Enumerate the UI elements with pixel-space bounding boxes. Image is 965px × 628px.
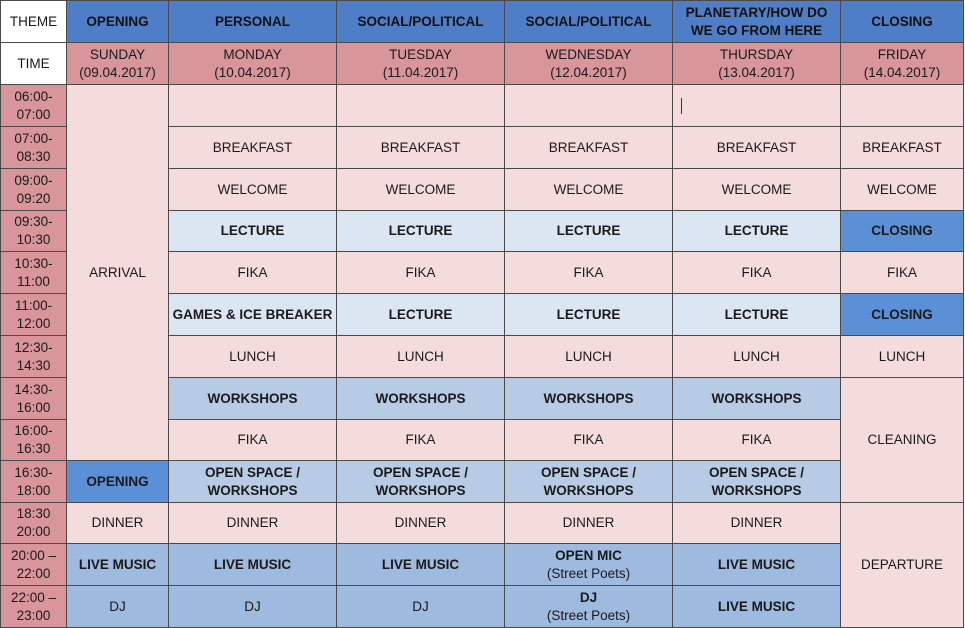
live-music-cell: LIVE MUSIC [337,544,505,586]
lecture-cell: LECTURE [505,211,673,252]
closing-cell: CLOSING [841,211,964,252]
empty-cell [505,85,673,127]
lecture-cell: LECTURE [673,211,841,252]
time-slot: 11:00- 12:00 [1,294,67,336]
open-space-cell: OPEN SPACE / WORKSHOPS [673,461,841,503]
opening-cell: OPENING [67,461,169,503]
breakfast-cell: BREAKFAST [505,127,673,169]
lecture-cell: LECTURE [337,294,505,336]
fika-cell: FIKA [169,252,337,294]
breakfast-cell: BREAKFAST [673,127,841,169]
time-slot: 12:30- 14:30 [1,336,67,378]
date-row [1,43,964,85]
fika-cell: FIKA [337,252,505,294]
theme-label: THEME [1,1,67,43]
lecture-cell: LECTURE [673,294,841,336]
time-slot: 16:00- 16:30 [1,420,67,461]
time-slot: 16:30- 18:00 [1,461,67,503]
theme-tuesday: SOCIAL/POLITICAL [337,1,505,43]
theme-friday: CLOSING [841,1,964,43]
workshops-cell: WORKSHOPS [337,378,505,420]
arrival-cell: ARRIVAL [67,85,169,461]
fika-cell: FIKA [337,420,505,461]
workshops-cell: WORKSHOPS [169,378,337,420]
workshops-cell: WORKSHOPS [673,378,841,420]
open-space-cell: OPEN SPACE / WORKSHOPS [169,461,337,503]
dj-street-poets-cell: DJ (Street Poets) [505,586,673,628]
time-slot: 07:00- 08:30 [1,127,67,169]
table-row [1,503,964,544]
empty-cell [841,85,964,127]
time-slot: 20:00 – 22:00 [1,544,67,586]
fika-cell: FIKA [841,252,964,294]
theme-sunday: OPENING [67,1,169,43]
date-thursday: THURSDAY (13.04.2017) [673,43,841,85]
time-label: TIME [1,43,67,85]
dinner-cell: DINNER [673,503,841,544]
time-slot: 10:30- 11:00 [1,252,67,294]
dinner-cell: DINNER [337,503,505,544]
date-friday: FRIDAY (14.04.2017) [841,43,964,85]
empty-cell [169,85,337,127]
cleaning-cell: CLEANING [841,378,964,503]
welcome-cell: WELCOME [169,169,337,211]
lunch-cell: LUNCH [841,336,964,378]
table-row [1,586,964,628]
fika-cell: FIKA [505,420,673,461]
welcome-cell: WELCOME [505,169,673,211]
live-music-cell: LIVE MUSIC [67,544,169,586]
table-row [1,85,964,127]
date-sunday: SUNDAY (09.04.2017) [67,43,169,85]
dinner-cell: DINNER [505,503,673,544]
theme-monday: PERSONAL [169,1,337,43]
lecture-cell: LECTURE [505,294,673,336]
table-row [1,544,964,586]
date-monday: MONDAY (10.04.2017) [169,43,337,85]
live-music-cell: LIVE MUSIC [169,544,337,586]
dj-cell: DJ [169,586,337,628]
welcome-cell: WELCOME [337,169,505,211]
dj-cell: DJ [67,586,169,628]
live-music-cell: LIVE MUSIC [673,544,841,586]
empty-cell-with-cursor[interactable] [673,85,841,127]
open-space-cell: OPEN SPACE / WORKSHOPS [505,461,673,503]
fika-cell: FIKA [673,420,841,461]
time-slot: 14:30- 16:00 [1,378,67,420]
time-slot: 09:00- 09:20 [1,169,67,211]
breakfast-cell: BREAKFAST [169,127,337,169]
time-slot: 09:30- 10:30 [1,211,67,252]
closing-cell: CLOSING [841,294,964,336]
breakfast-cell: BREAKFAST [841,127,964,169]
fika-cell: FIKA [169,420,337,461]
text-cursor [681,98,682,114]
theme-row [1,1,964,43]
lecture-cell: LECTURE [337,211,505,252]
theme-wednesday: SOCIAL/POLITICAL [505,1,673,43]
lecture-cell: LECTURE [169,211,337,252]
fika-cell: FIKA [505,252,673,294]
lunch-cell: LUNCH [337,336,505,378]
welcome-cell: WELCOME [841,169,964,211]
empty-cell [337,85,505,127]
time-slot: 22:00 – 23:00 [1,586,67,628]
live-music-cell: LIVE MUSIC [673,586,841,628]
time-slot: 06:00- 07:00 [1,85,67,127]
lunch-cell: LUNCH [505,336,673,378]
dj-cell: DJ [337,586,505,628]
welcome-cell: WELCOME [673,169,841,211]
breakfast-cell: BREAKFAST [337,127,505,169]
time-slot: 18:30 20:00 [1,503,67,544]
date-wednesday: WEDNESDAY (12.04.2017) [505,43,673,85]
dinner-cell: DINNER [169,503,337,544]
open-space-cell: OPEN SPACE / WORKSHOPS [337,461,505,503]
open-mic-cell: OPEN MIC (Street Poets) [505,544,673,586]
lunch-cell: LUNCH [673,336,841,378]
workshops-cell: WORKSHOPS [505,378,673,420]
date-tuesday: TUESDAY (11.04.2017) [337,43,505,85]
departure-cell: DEPARTURE [841,503,964,628]
dinner-cell: DINNER [67,503,169,544]
theme-thursday: PLANETARY/HOW DO WE GO FROM HERE [673,1,841,43]
table-row [1,461,964,503]
fika-cell: FIKA [673,252,841,294]
games-ice-breaker-cell: GAMES & ICE BREAKER [169,294,337,336]
lunch-cell: LUNCH [169,336,337,378]
